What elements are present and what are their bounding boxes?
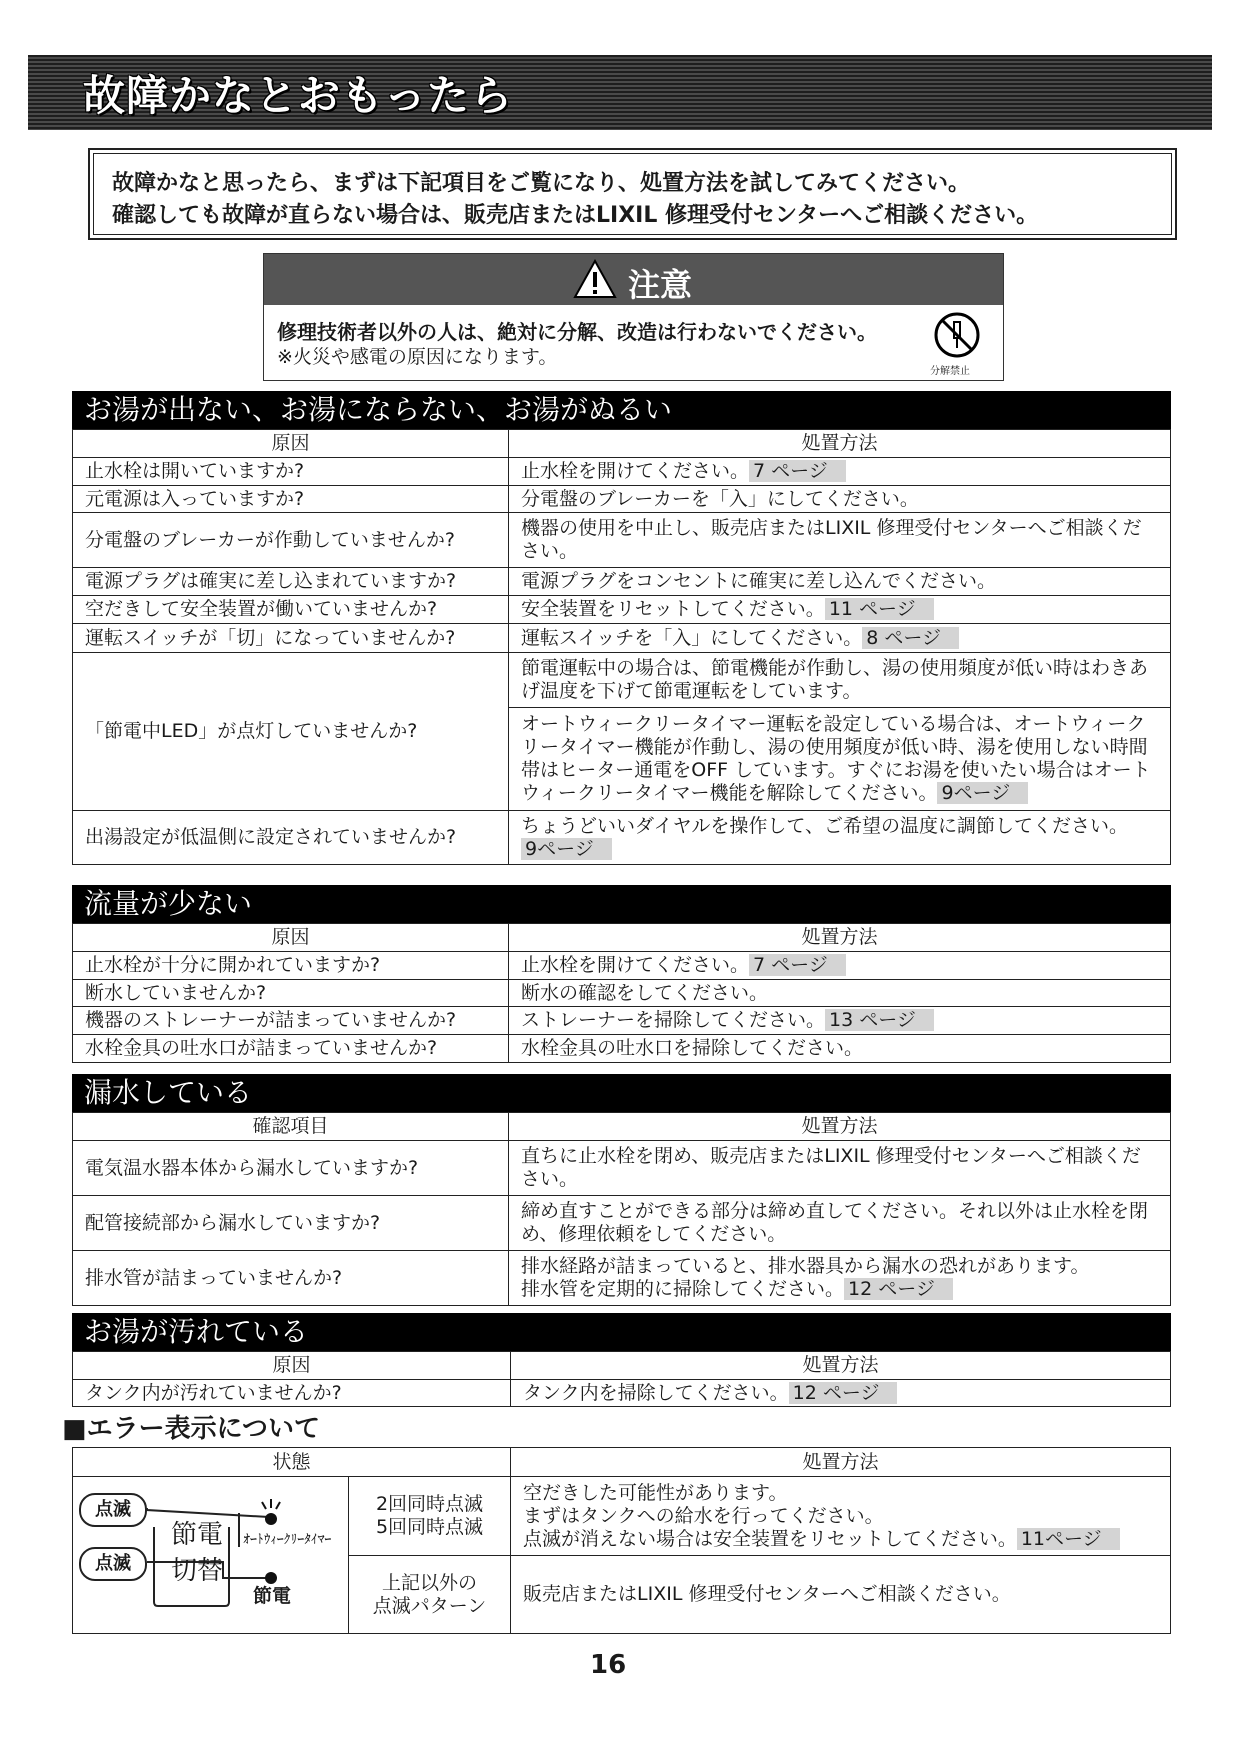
cause-cell: 電気温水器本体から漏水していますか? (73, 1141, 509, 1196)
section-low-flow (72, 885, 1171, 1063)
fix-cell: 販売店またはLIXIL 修理受付センターへご相談ください。 (511, 1556, 1171, 1634)
section-table (72, 923, 1171, 1063)
state-text: 2回同時点滅 (375, 1493, 484, 1515)
fix-text: オートウィークリータイマー運転を設定している場合は、オートウィークリータイマー機能が作動し、湯の使用頻度が低い時、湯を使用しない時間帯はヒーター通電をOFF しています。すぐにお湯を使いたい場合はオートウィークリータイマー機能を解除してください。 (521, 713, 1151, 804)
fix-cell (509, 952, 1171, 980)
fix-cell (511, 1380, 1171, 1407)
led-panel-diagram (73, 1477, 349, 1634)
cause-cell: 電源プラグは確実に差し込まれていますか? (73, 568, 509, 596)
table-row (73, 653, 1171, 708)
table-row (73, 1380, 1171, 1407)
cause-cell: 機器のストレーナーが詰まっていませんか? (73, 1007, 509, 1035)
led-connector-lines (73, 1477, 349, 1633)
blink-label-top: 点滅 (79, 1493, 147, 1527)
panel-label-bottom: 切替 (171, 1557, 224, 1581)
section-table (72, 1112, 1171, 1306)
col-header-cause: 原因 (73, 1352, 511, 1380)
caution-line-2: ※火災や感電の原因になります。 (277, 346, 558, 368)
intro-line-2: 確認しても故障が直らない場合は、販売店またはLIXIL 修理受付センターへご相談ください。 (112, 203, 1039, 228)
col-header-fix: 処置方法 (511, 1352, 1171, 1380)
page-ref: 13 ページ (825, 1009, 934, 1031)
section-leak (72, 1074, 1171, 1306)
col-header-cause: 原因 (73, 430, 509, 458)
table-row (73, 568, 1171, 596)
fix-cell (509, 596, 1171, 624)
fix-text: 安全装置をリセットしてください。 (521, 598, 825, 620)
fix-text: まずはタンクへの給水を行ってください。 (523, 1504, 884, 1527)
cause-cell: 分電盤のブレーカーが作動していませんか? (73, 513, 509, 568)
table-row (73, 513, 1171, 568)
fix-text: 空だきした可能性があります。 (523, 1481, 788, 1504)
page-ref: 11 ページ (825, 598, 934, 620)
table-row (73, 980, 1171, 1007)
col-header-cause: 原因 (73, 924, 509, 952)
page-ref: 9ページ (937, 782, 1028, 804)
fix-cell: 電源プラグをコンセントに確実に差し込んでください。 (509, 568, 1171, 596)
fix-cell: 水栓金具の吐水口を掃除してください。 (509, 1035, 1171, 1063)
no-disassembly-icon (932, 312, 982, 358)
cause-cell: 運転スイッチが「切」になっていませんか? (73, 624, 509, 653)
fix-cell (509, 624, 1171, 653)
table-row (73, 1196, 1171, 1251)
col-header-state: 状態 (73, 1448, 511, 1477)
title-banner (28, 55, 1212, 130)
fix-text: 止水栓を開けてください。 (521, 954, 750, 976)
fix-cell (509, 811, 1171, 865)
section-title: お湯が出ない、お湯にならない、お湯がぬるい (72, 391, 1171, 429)
save-led-label: 節電 (253, 1585, 292, 1607)
caution-line-1: 修理技術者以外の人は、絶対に分解、改造は行わないでください。 (277, 320, 877, 344)
section-title: 流量が少ない (72, 885, 1171, 923)
page-ref: 7 ページ (749, 460, 846, 482)
cause-cell: 「節電中LED」が点灯していませんか? (73, 653, 509, 811)
col-header-cause: 確認項目 (73, 1113, 509, 1141)
intro-box (88, 148, 1177, 240)
cause-cell: 止水栓が十分に開かれていますか? (73, 952, 509, 980)
cause-cell: 水栓金具の吐水口が詰まっていませんか? (73, 1035, 509, 1063)
state-cell (349, 1556, 511, 1634)
caution-box (263, 253, 1004, 381)
error-table-wrap (72, 1447, 1171, 1634)
fix-text: 排水管を定期的に掃除してください。 (521, 1278, 845, 1300)
cause-cell: 排水管が詰まっていませんか? (73, 1251, 509, 1306)
fix-text: タンク内を掃除してください。 (523, 1381, 789, 1404)
fix-cell: 節電運転中の場合は、節電機能が作動し、湯の使用頻度が低い時はわきあげ温度を下げて節電運転をしています。 (509, 653, 1171, 708)
section-table (72, 429, 1171, 865)
cause-cell: 空だきして安全装置が働いていませんか? (73, 596, 509, 624)
table-row (73, 486, 1171, 513)
col-header-fix: 処置方法 (509, 430, 1171, 458)
table-row (73, 596, 1171, 624)
timer-led-label: オートウィークリータイマー (243, 1532, 332, 1546)
fix-cell: 締め直すことができる部分は締め直してください。それ以外は止水栓を閉め、修理依頼をしてください。 (509, 1196, 1171, 1251)
page-ref: 9ページ (521, 838, 612, 860)
cause-cell: 止水栓は開いていますか? (73, 458, 509, 486)
state-text: 点滅パターン (372, 1594, 487, 1617)
section-table (72, 1351, 1171, 1407)
table-row (73, 1035, 1171, 1063)
timer-led-dot (265, 1513, 277, 1525)
page-ref: 8 ページ (862, 627, 959, 649)
state-text: 上記以外の (382, 1571, 478, 1594)
fix-cell (509, 1251, 1171, 1306)
page-ref: 7 ページ (749, 954, 846, 976)
table-row (73, 952, 1171, 980)
page-ref: 12 ページ (789, 1382, 898, 1404)
cause-cell: 配管接続部から漏水していますか? (73, 1196, 509, 1251)
table-row (73, 1141, 1171, 1196)
col-header-fix: 処置方法 (511, 1448, 1171, 1477)
fix-cell: 分電盤のブレーカーを「入」にしてください。 (509, 486, 1171, 513)
fix-cell: 直ちに止水栓を閉め、販売店またはLIXIL 修理受付センターへご相談ください。 (509, 1141, 1171, 1196)
fix-text: 点滅が消えない場合は安全装置をリセットしてください。 (523, 1527, 1017, 1550)
no-disassembly-label: 分解禁止 (930, 366, 970, 377)
error-table (72, 1447, 1171, 1634)
fix-text: ちょうどいいダイヤルを操作して、ご希望の温度に調節してください。 (521, 814, 1129, 837)
fix-text: 運転スイッチを「入」にしてください。 (521, 626, 863, 649)
fix-cell: 機器の使用を中止し、販売店またはLIXIL 修理受付センターへご相談ください。 (509, 513, 1171, 568)
page-number: 16 (590, 1650, 627, 1680)
fix-text: 排水経路が詰まっていると、排水器具から漏水の恐れがあります。 (521, 1255, 1090, 1277)
col-header-fix: 処置方法 (509, 1113, 1171, 1141)
section-dirty-water (72, 1313, 1171, 1407)
cause-cell: タンク内が汚れていませんか? (73, 1380, 511, 1407)
state-text: 5回同時点滅 (375, 1516, 484, 1538)
page-ref: 11ページ (1017, 1528, 1120, 1550)
fix-cell (511, 1477, 1171, 1556)
fix-cell: 断水の確認をしてください。 (509, 980, 1171, 1007)
page-title: 故障かなとおもったら (83, 71, 514, 120)
section-title: お湯が汚れている (72, 1313, 1171, 1351)
fix-cell (509, 1007, 1171, 1035)
col-header-fix: 処置方法 (509, 924, 1171, 952)
intro-line-1: 故障かなと思ったら、まずは下記項目をご覧になり、処置方法を試してみてください。 (112, 171, 971, 196)
page-ref: 12 ページ (844, 1278, 953, 1300)
fix-cell (509, 458, 1171, 486)
section-title: 漏水している (72, 1074, 1171, 1112)
table-row (73, 624, 1171, 653)
blink-label-bottom: 点滅 (79, 1547, 147, 1581)
cause-cell: 出湯設定が低温側に設定されていませんか? (73, 811, 509, 865)
section-no-hot-water (72, 391, 1171, 865)
table-row (73, 1251, 1171, 1306)
fix-text: ストレーナーを掃除してください。 (521, 1009, 826, 1031)
warning-icon (573, 259, 617, 299)
state-cell (349, 1477, 511, 1556)
caution-header (264, 254, 1003, 305)
cause-cell: 元電源は入っていますか? (73, 486, 509, 513)
error-section-heading: ■エラー表示について (62, 1414, 321, 1444)
save-led-dot (265, 1572, 277, 1584)
fix-text: 止水栓を開けてください。 (521, 460, 750, 482)
table-row (73, 1007, 1171, 1035)
fix-cell (509, 708, 1171, 811)
table-row (73, 458, 1171, 486)
panel-label-top: 節電 (171, 1520, 224, 1550)
table-row (73, 811, 1171, 865)
cause-cell: 断水していませんか? (73, 980, 509, 1007)
table-row (73, 1477, 1171, 1556)
caution-label: 注意 (628, 266, 693, 304)
